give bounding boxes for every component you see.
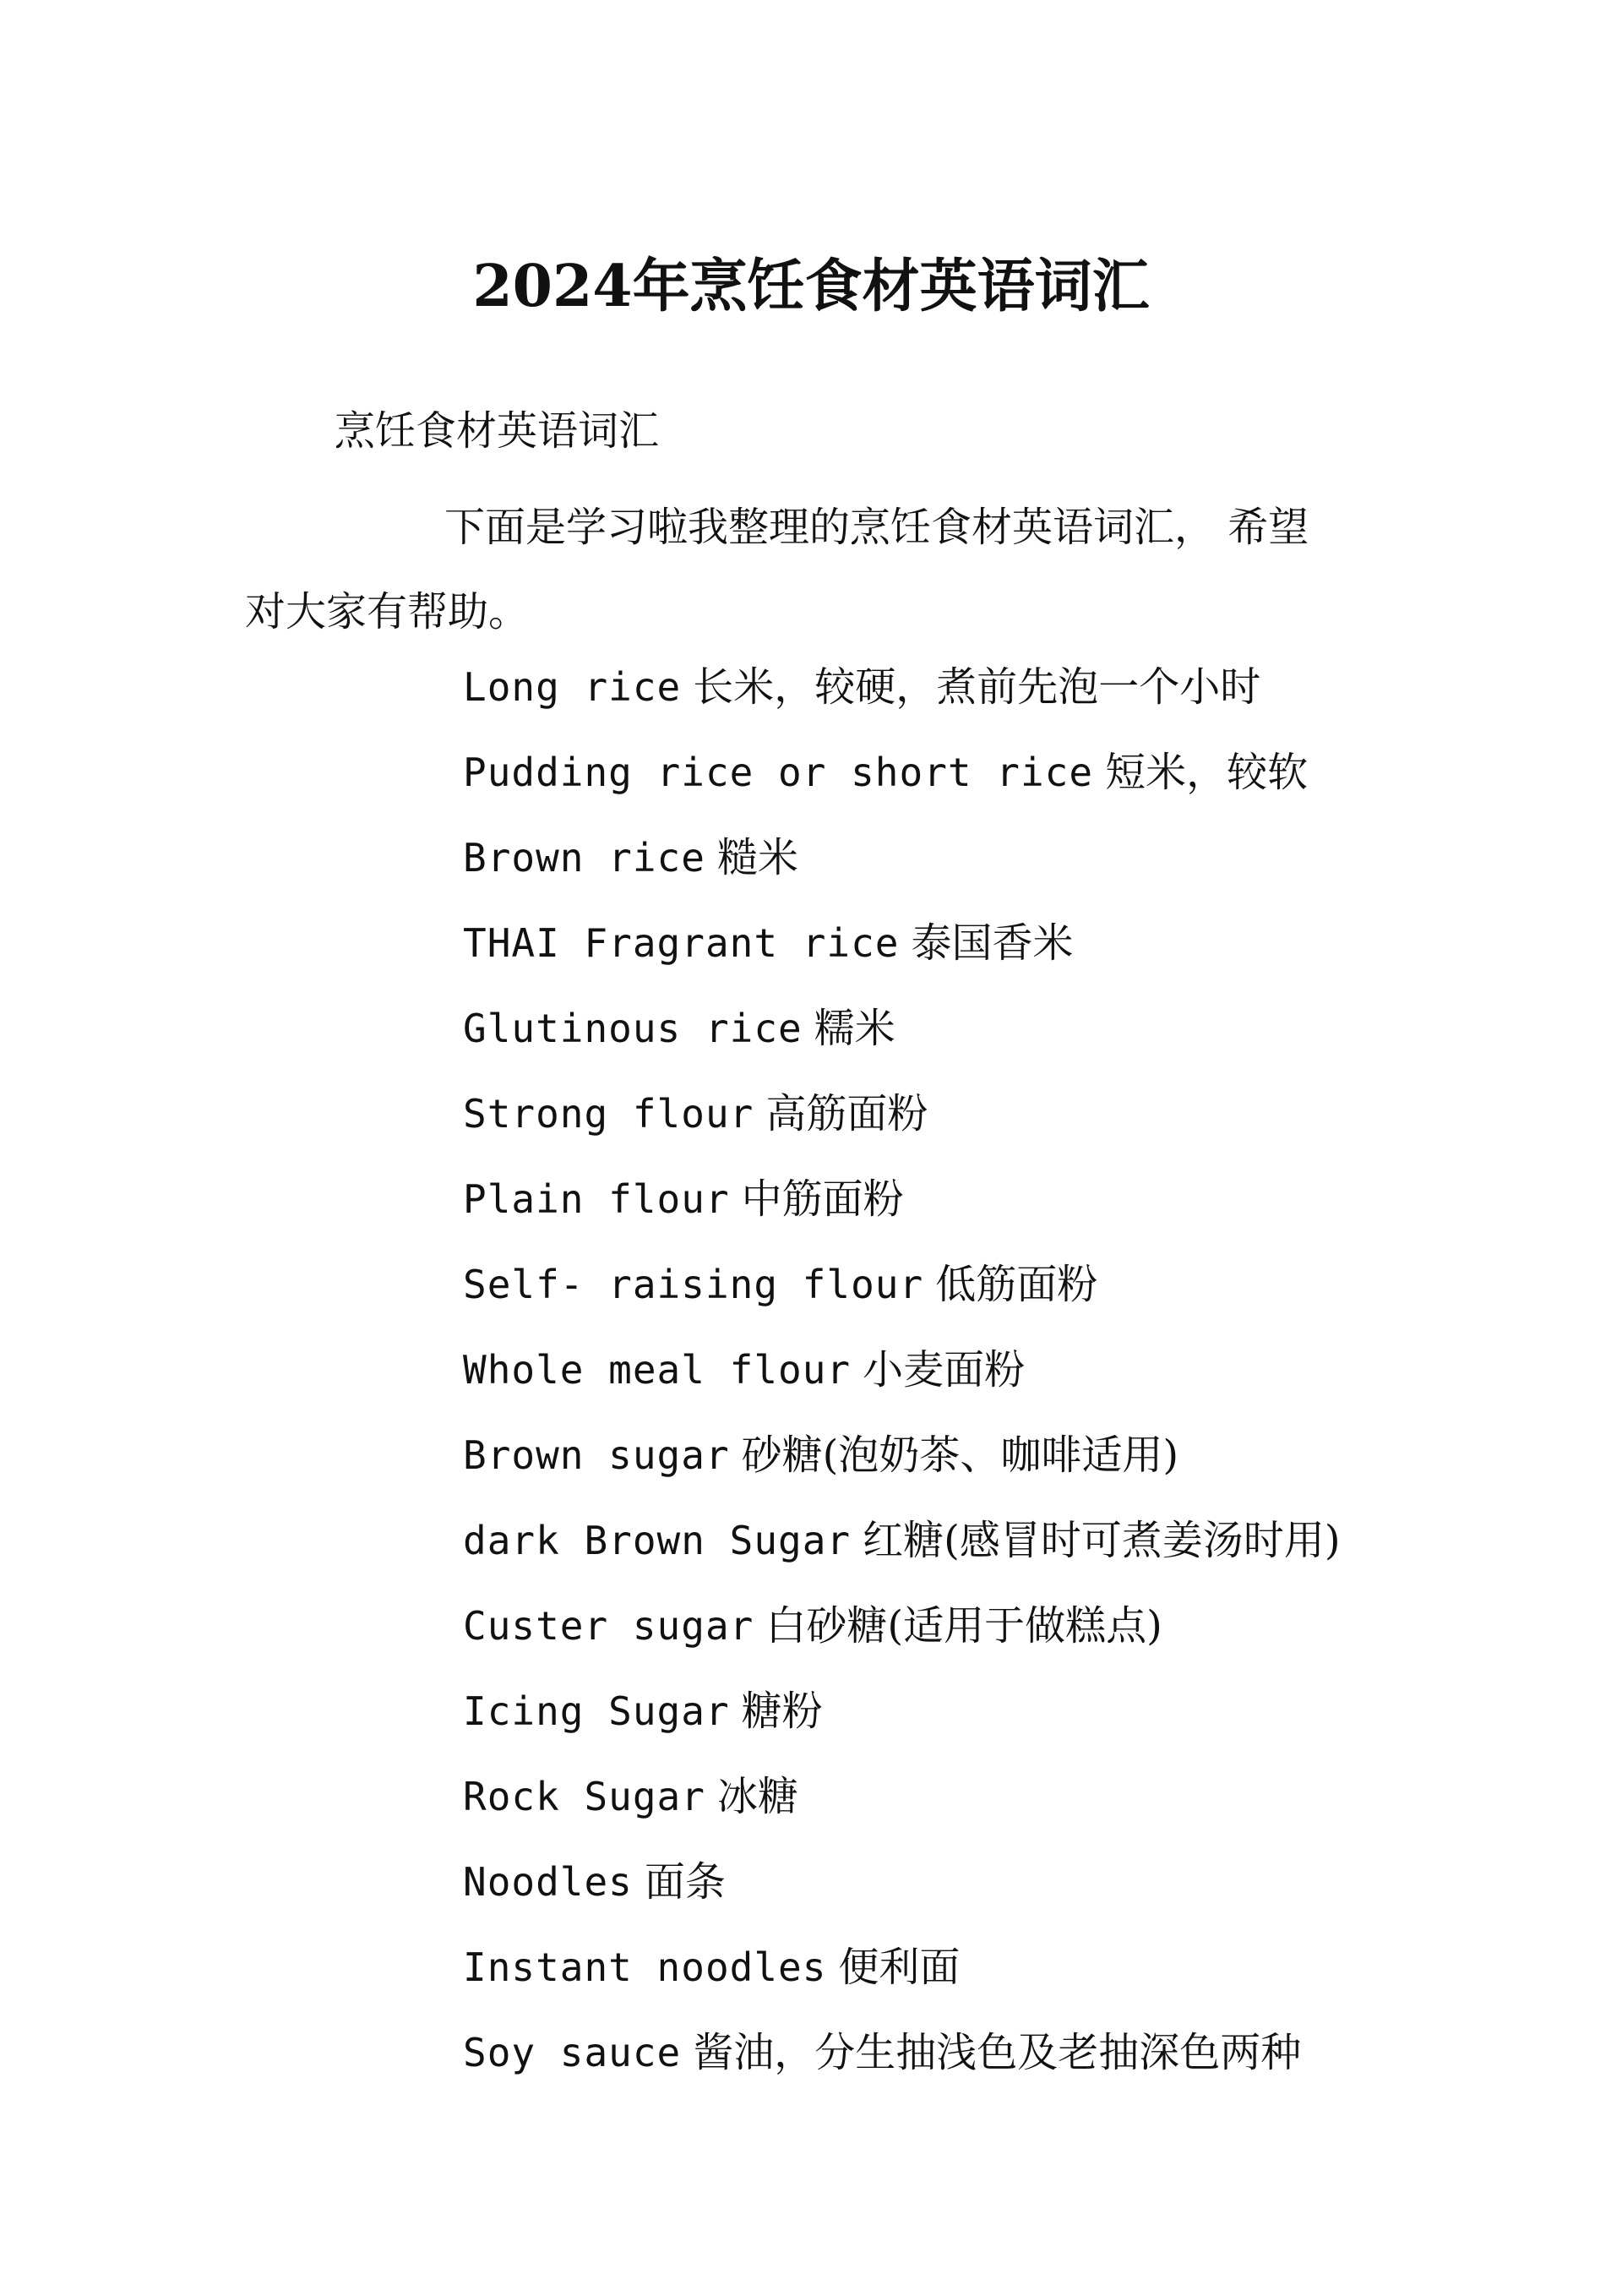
vocab-english-term: Instant noodles xyxy=(463,1944,827,1990)
vocab-english-term: Long rice xyxy=(463,664,682,710)
vocab-entry xyxy=(463,1938,1561,2023)
vocab-entry xyxy=(463,913,1561,999)
intro-line-2: 对大家有帮助。 xyxy=(245,588,530,635)
vocab-chinese-meaning: 泰国香米 xyxy=(911,919,1074,967)
vocab-entry xyxy=(463,1170,1561,1255)
vocab-english-term: Rock Sugar xyxy=(463,1774,705,1819)
vocab-chinese-meaning: 红糖(感冒时可煮姜汤时用) xyxy=(863,1517,1341,1564)
vocab-entry xyxy=(463,743,1561,828)
vocab-entry xyxy=(463,1852,1561,1938)
vocab-entry xyxy=(463,1426,1561,1511)
vocab-chinese-meaning: 长米，较硬，煮前先泡一个小时 xyxy=(693,663,1261,711)
vocab-entry xyxy=(463,1340,1561,1426)
vocab-entry xyxy=(463,999,1561,1084)
vocab-chinese-meaning: 白砂糖(适用于做糕点) xyxy=(765,1602,1162,1650)
vocabulary-list xyxy=(463,657,1561,2108)
vocab-entry xyxy=(463,1084,1561,1170)
vocab-english-term: Brown sugar xyxy=(463,1432,730,1478)
vocab-entry xyxy=(463,1682,1561,1767)
vocab-entry xyxy=(463,1255,1561,1340)
vocab-chinese-meaning: 中筋面粉 xyxy=(741,1175,904,1223)
vocab-english-term: dark Brown Sugar xyxy=(463,1518,852,1563)
vocab-chinese-meaning: 糙米 xyxy=(716,834,798,881)
vocab-english-term: Noodles xyxy=(463,1859,633,1905)
vocab-english-term: Strong flour xyxy=(463,1091,754,1137)
vocab-english-term: THAI Fragrant rice xyxy=(463,920,900,966)
vocab-entry xyxy=(463,1511,1561,1596)
document-subtitle: 烹饪食材英语词汇 xyxy=(335,407,660,455)
document-title: 2024年烹饪食材英语词汇 xyxy=(472,253,1150,320)
vocab-english-term: Pudding rice or short rice xyxy=(463,750,1094,795)
vocab-chinese-meaning: 低筋面粉 xyxy=(935,1261,1098,1308)
vocab-chinese-meaning: 短米，较软 xyxy=(1105,749,1309,796)
vocab-chinese-meaning: 糖粉 xyxy=(741,1688,823,1735)
vocab-chinese-meaning: 高筋面粉 xyxy=(765,1090,928,1137)
vocab-entry xyxy=(463,828,1561,913)
vocab-chinese-meaning: 砂糖(泡奶茶、咖啡适用) xyxy=(741,1432,1179,1479)
vocab-english-term: Self- raising flour xyxy=(463,1262,924,1307)
vocab-entry xyxy=(463,657,1561,743)
vocab-english-term: Custer sugar xyxy=(463,1603,754,1649)
vocab-entry xyxy=(463,1767,1561,1852)
vocab-english-term: Brown rice xyxy=(463,835,705,881)
vocab-chinese-meaning: 酱油，分生抽浅色及老抽深色两种 xyxy=(693,2029,1302,2076)
vocab-entry xyxy=(463,1596,1561,1682)
vocab-english-term: Plain flour xyxy=(463,1176,730,1222)
vocab-english-term: Glutinous rice xyxy=(463,1006,803,1051)
intro-paragraph xyxy=(245,485,1394,654)
vocab-chinese-meaning: 糯米 xyxy=(814,1005,895,1052)
vocab-english-term: Whole meal flour xyxy=(463,1347,852,1393)
vocab-english-term: Soy sauce xyxy=(463,2030,682,2075)
vocab-english-term: Icing Sugar xyxy=(463,1688,730,1734)
vocab-chinese-meaning: 面条 xyxy=(644,1858,726,1906)
vocab-chinese-meaning: 冰糖 xyxy=(716,1773,798,1820)
vocab-chinese-meaning: 小麦面粉 xyxy=(863,1346,1026,1393)
vocab-entry xyxy=(463,2023,1561,2108)
intro-line-1: 下面是学习啦我整理的烹饪食材英语词汇， 希望 xyxy=(444,504,1309,551)
vocab-chinese-meaning: 便利面 xyxy=(838,1944,961,1991)
